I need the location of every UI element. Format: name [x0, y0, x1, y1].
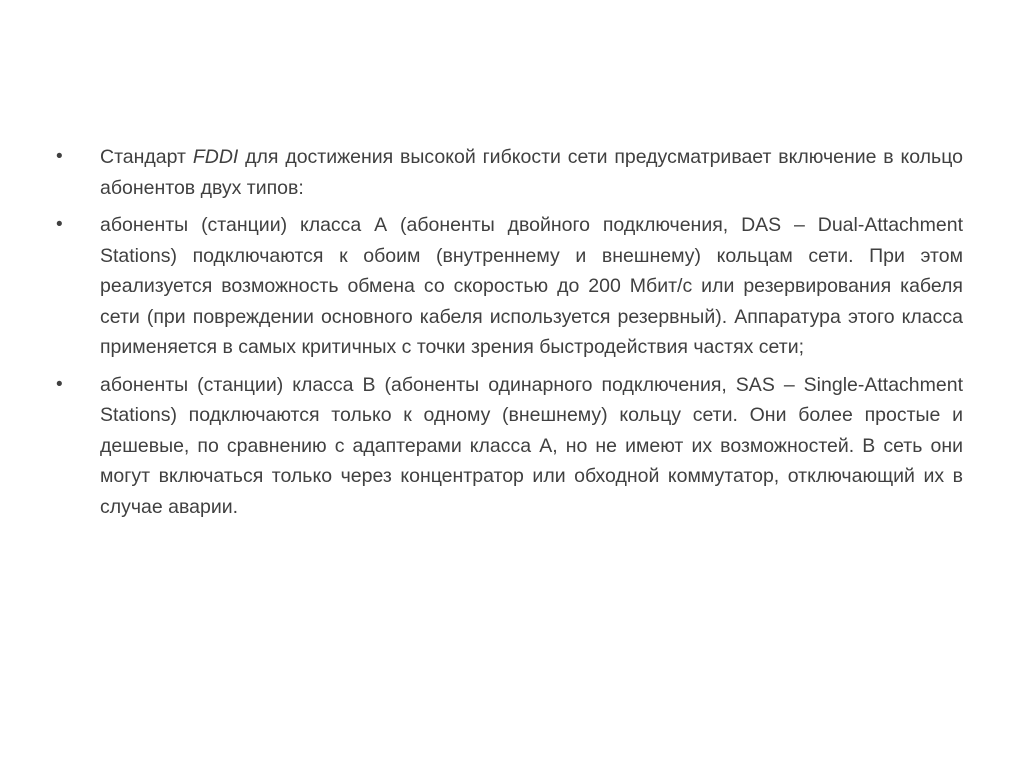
bullet-marker: •: [56, 373, 63, 395]
bullet-marker: •: [56, 214, 63, 235]
bullet-text-prefix: Стандарт: [100, 146, 193, 168]
bullet-text: абоненты (станции) класса В (абоненты одинарного подключения, SAS – Single-Attachment Stations) подключаются только к одному (внешнему) кольцу сети. Они более простые и дешевые, по сравнению с адаптерами класса А, но не имеют их возможностей. В сеть они могут включаться только через концентратор или обходной коммутатор, отключающий их в случае аварии.: [100, 373, 963, 518]
bullet-list: [56, 142, 963, 529]
bullet-text: абоненты (станции) класса А (абоненты двойного подключения, DAS – Dual-Attachment Stations) подключаются к обоим (внутреннему и внешнему) кольцам сети. При этом реализуется возможность обмена со скоростью до 200 Мбит/с или резервирования кабеля сети (при повреждении основного кабеля используется резервный). Аппаратура этого класса применяется в самых критичных с точки зрения быстродействия частях сети;: [100, 214, 963, 358]
bullet-text-rest: для достижения высокой гибкости сети предусматривает включение в кольцо абонентов двух типов:: [100, 146, 963, 199]
bullet-item-fddi: [56, 142, 963, 203]
fddi-term: FDDI: [192, 146, 239, 168]
bullet-item-class-b: [56, 370, 963, 523]
bullet-item-class-a: [56, 210, 963, 363]
bullet-marker: •: [56, 146, 63, 167]
